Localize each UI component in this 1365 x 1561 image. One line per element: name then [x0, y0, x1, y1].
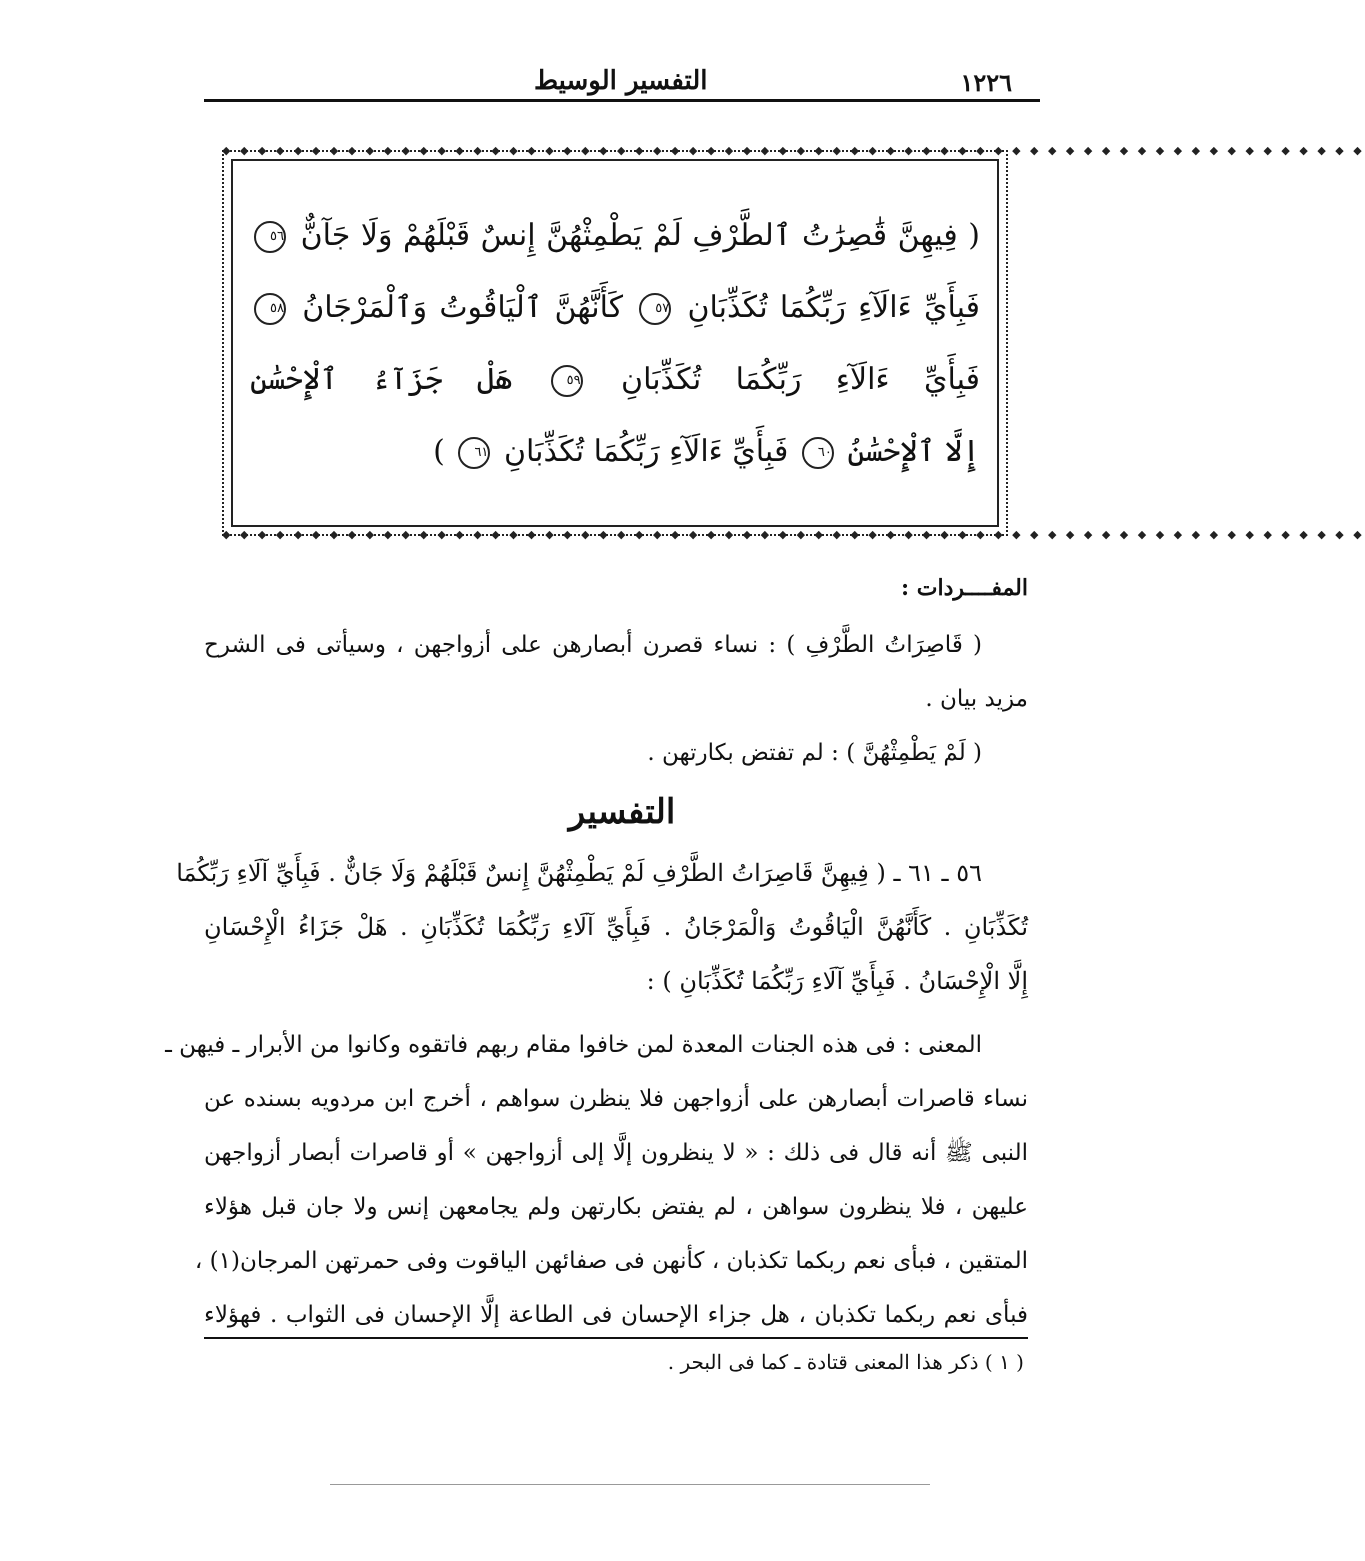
body-line: نساء قاصرات أبصارهن على أزواجهن فلا ينظرن سواهم ، أخرج ابن مردويه بسنده عن: [204, 1086, 1028, 1112]
tafsir-quote-block: [176, 846, 1028, 1008]
footnote: ( ١ ) ذكر هذا المعنى قتادة ـ كما فى البحر .: [667, 1350, 1024, 1374]
bottom-rule: [330, 1484, 930, 1485]
header-rule: [204, 99, 1040, 102]
ayah-marker: ٥٧: [639, 293, 671, 325]
tafsir-quote-line: إِلَّا الْإِحْسَانُ . فَبِأَيِّ آلَاءِ رَبِّكُمَا تُكَذِّبَانِ ) :: [646, 967, 1028, 995]
tafsir-quote-line: ٥٦ ـ ٦١ ـ ( فِيهِنَّ قَاصِرَاتُ الطَّرْفِ لَمْ يَطْمِثْهُنَّ إِنسٌ قَبْلَهُمْ وَلَا جَانٌّ . فَبِأَيِّ آلَاءِ رَبِّكُمَا: [176, 859, 982, 887]
verse-line: [250, 350, 980, 422]
vocabulary-line: ( لَمْ يَطْمِثْهُنَّ ) : لم تفتض بكارتهن .: [647, 740, 982, 766]
verse-text: ): [433, 434, 445, 469]
body-line: فبأى نعم ربكما تكذبان ، هل جزاء الإحسان فى الطاعة إلَّا الإحسان فى الثواب . فهؤلاء: [204, 1302, 1028, 1328]
body-line: النبى ﷺ أنه قال فى ذلك : « لا ينظرون إلَّا إلى أزواجهن » أو قاصرات أبصار أزواجهن: [204, 1140, 1028, 1166]
tafsir-quote-line: تُكَذِّبَانِ . كَأَنَّهُنَّ الْيَاقُوتُ وَالْمَرْجَانُ . فَبِأَيِّ آلَاءِ رَبِّكُمَا تُكَذِّبَانِ . هَلْ جَزَاءُ الْإِحْسَانِ: [204, 913, 1028, 941]
verse-line: [250, 206, 980, 278]
body-line: عليهن ، فلا ينظرون سواهن ، لم يفتض بكارتهن ولم يجامعهن إنس ولا جان قبل هؤلاء: [204, 1194, 1028, 1220]
ayah-marker: ٥٦: [254, 221, 286, 253]
frame-ornament-bottom: ◆ ◆ ◆ ◆ ◆ ◆ ◆ ◆ ◆ ◆ ◆ ◆ ◆ ◆ ◆ ◆ ◆ ◆ ◆ ◆ ◆ ◆ ◆ ◆ ◆ ◆ ◆ ◆ ◆ ◆ ◆ ◆ ◆ ◆ ◆ ◆ ◆ ◆ ◆ ◆ ◆ ◆ ◆ ◆ ◆ ◆ ◆ ◆ ◆ ◆ ◆ ◆ ◆ ◆ ◆ ◆ ◆ ◆ ◆ ◆ ◆ ◆ ◆ ◆: [222, 528, 1365, 541]
page-number: ١٢٢٦: [960, 68, 1012, 97]
body-line: المتقين ، فبأى نعم ربكما تكذبان ، كأنهن فى صفائهن الياقوت وفى حمرتهن المرجان(١) ،: [194, 1248, 1028, 1274]
vocabulary-line: مزيد بيان .: [925, 686, 1028, 712]
footnote-rule: [204, 1337, 1028, 1339]
verse-lines: [250, 206, 980, 494]
verse-frame: [222, 144, 1365, 541]
verse-text: ( فِيهِنَّ قَٰصِرَٰتُ ٱلطَّرْفِ لَمْ يَطْمِثْهُنَّ إِنسٌ قَبْلَهُمْ وَلَا جَآنٌّ: [300, 218, 980, 253]
verse-text: فَبِأَيِّ ءَالَآءِ رَبِّكُمَا تُكَذِّبَانِ: [621, 362, 981, 397]
frame-ornament-top: ◆ ◆ ◆ ◆ ◆ ◆ ◆ ◆ ◆ ◆ ◆ ◆ ◆ ◆ ◆ ◆ ◆ ◆ ◆ ◆ ◆ ◆ ◆ ◆ ◆ ◆ ◆ ◆ ◆ ◆ ◆ ◆ ◆ ◆ ◆ ◆ ◆ ◆ ◆ ◆ ◆ ◆ ◆ ◆ ◆ ◆ ◆ ◆ ◆ ◆ ◆ ◆ ◆ ◆ ◆ ◆ ◆ ◆ ◆ ◆ ◆ ◆ ◆ ◆: [222, 144, 1365, 157]
verse-text: فَبِأَيِّ ءَالَآءِ رَبِّكُمَا تُكَذِّبَانِ: [687, 290, 980, 325]
ayah-marker: ٥٩: [551, 365, 583, 397]
ayah-marker: ٦٠: [802, 437, 834, 469]
verse-text: هَلْ جَزَآءُ ٱلْإِحْسَٰنِ: [250, 362, 513, 397]
running-title: التفسير الوسيط: [534, 66, 708, 96]
verse-text: كَأَنَّهُنَّ ٱلْيَاقُوتُ وَٱلْمَرْجَانُ: [302, 290, 623, 325]
verse-text: إِلَّا ٱلْإِحْسَٰنُ: [847, 434, 980, 469]
body-line: المعنى : فى هذه الجنات المعدة لمن خافوا مقام ربهم فاتقوه وكانوا من الأبرار ـ فيهن ـ: [165, 1032, 982, 1058]
tafsir-heading: التفسير: [568, 792, 676, 832]
verse-line: [250, 422, 980, 494]
vocabulary-block: [204, 618, 1028, 780]
vocabulary-label: المفــــردات :: [901, 575, 1028, 601]
verse-line: [250, 278, 980, 350]
vocabulary-line: ( قَاصِرَاتُ الطَّرْفِ ) : نساء قصرن أبصارهن على أزواجهن ، وسيأتى فى الشرح: [204, 632, 982, 658]
ayah-marker: ٥٨: [254, 293, 286, 325]
ayah-marker: ٦١: [458, 437, 490, 469]
page-header: [204, 62, 1040, 102]
tafsir-body: [165, 1018, 1028, 1342]
verse-text: فَبِأَيِّ ءَالَآءِ رَبِّكُمَا تُكَذِّبَانِ: [503, 434, 789, 469]
